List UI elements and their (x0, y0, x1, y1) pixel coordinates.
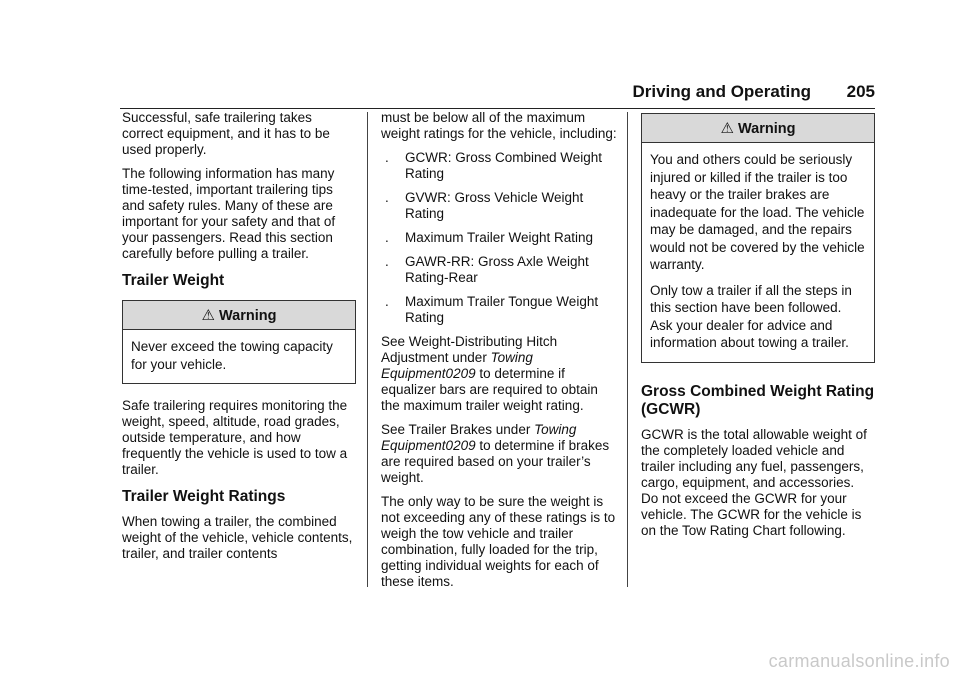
cross-reference-paragraph: See Weight-Distributing Hitch Adjustment under Towing Equipment0209 to determine if equalizer bars are required to obtain the maximum trailer weight rating. (381, 334, 598, 413)
paragraph: GCWR is the total allowable weight of the completely loaded vehicle and trailer including any fuel, passengers, cargo, equipment, and accessories. Do not exceed the GCWR for your vehicle. The GCWR for the vehicle is on the Tow Rating Chart following. (641, 426, 867, 538)
list-item: . Maximum Trailer Weight Rating (385, 230, 594, 245)
heading-trailer-weight-ratings: Trailer Weight Ratings (122, 488, 286, 505)
section-title: Driving and Operating (632, 82, 811, 101)
column-3 (641, 110, 875, 547)
ratings-list (381, 150, 617, 326)
list-item: . GVWR: Gross Vehicle Weight Rating (385, 190, 584, 221)
paragraph: Safe trailering requires monitoring the weight, speed, altitude, road grades, outside temperature, and how frequently the vehicle is used to tow a trailer. (122, 398, 348, 477)
page-ref-icon: 0 (445, 438, 454, 453)
list-item: . GAWR-RR: Gross Axle Weight Rating-Rear (385, 254, 589, 285)
list-item: . GCWR: Gross Combined Weight Rating (385, 150, 603, 181)
heading-trailer-weight: Trailer Weight (122, 272, 225, 289)
column-divider (367, 112, 368, 587)
column-2 (381, 110, 617, 598)
warning-header (642, 114, 874, 143)
warning-triangle-icon: ⚠ (201, 307, 215, 324)
warning-triangle-icon: ⚠ (720, 120, 734, 137)
heading-gcwr: Gross Combined Weight Rating (GCWR) (641, 382, 875, 418)
column-1 (122, 110, 356, 570)
cross-reference-paragraph: See Trailer Brakes under Towing Equipment0209 to determine if brakes are required based on your trailer’s weight. (381, 422, 610, 485)
paragraph: The only way to be sure the weight is not exceeding any of these ratings is to weigh the tow vehicle and trailer combination, fully loaded for the trip, getting individual weights for each of these items. (381, 494, 616, 589)
page-ref-icon: 0 (445, 366, 454, 381)
page-number: 205 (846, 82, 875, 101)
column-divider (627, 112, 628, 587)
towing-equipment-link[interactable]: Towing Equipment (381, 350, 533, 381)
paragraph: The following information has many time-tested, important trailering tips and safety rules. Many of these are important for your safety and that of your passengers. Read this section carefully before pulling a trailer. (122, 166, 336, 261)
watermark: carmanualsonline.info (768, 651, 950, 671)
warning-text: Never exceed the towing capacity for your vehicle. (131, 339, 333, 372)
page-header (120, 78, 875, 109)
warning-box (122, 300, 356, 384)
warning-title: Warning (218, 308, 277, 324)
warning-text: Only tow a trailer if all the steps in this section have been followed. Ask your dealer for advice and information about towing a trailer. (650, 282, 852, 350)
paragraph: When towing a trailer, the combined weight of the vehicle, vehicle contents, trailer, and trailer contents (122, 514, 353, 561)
warning-box (641, 113, 875, 363)
paragraph: Successful, safe trailering takes correct equipment, and it has to be used properly. (122, 110, 330, 157)
warning-text: You and others could be seriously injured or killed if the trailer is too heavy or the trailer brakes are inadequate for the load. The vehicle may be damaged, and the repairs would not be covered by the vehicle warranty. (650, 152, 865, 272)
warning-header (123, 301, 355, 330)
page-ref-number[interactable]: 209 (453, 438, 476, 453)
warning-title: Warning (737, 121, 796, 137)
towing-equipment-link[interactable]: Towing Equipment (381, 422, 577, 453)
paragraph: must be below all of the maximum weight ratings for the vehicle, including: (381, 110, 617, 141)
warning-body (642, 143, 874, 362)
list-item: . Maximum Trailer Tongue Weight Rating (385, 294, 599, 325)
page-ref-number[interactable]: 209 (453, 366, 476, 381)
warning-body (123, 330, 355, 383)
